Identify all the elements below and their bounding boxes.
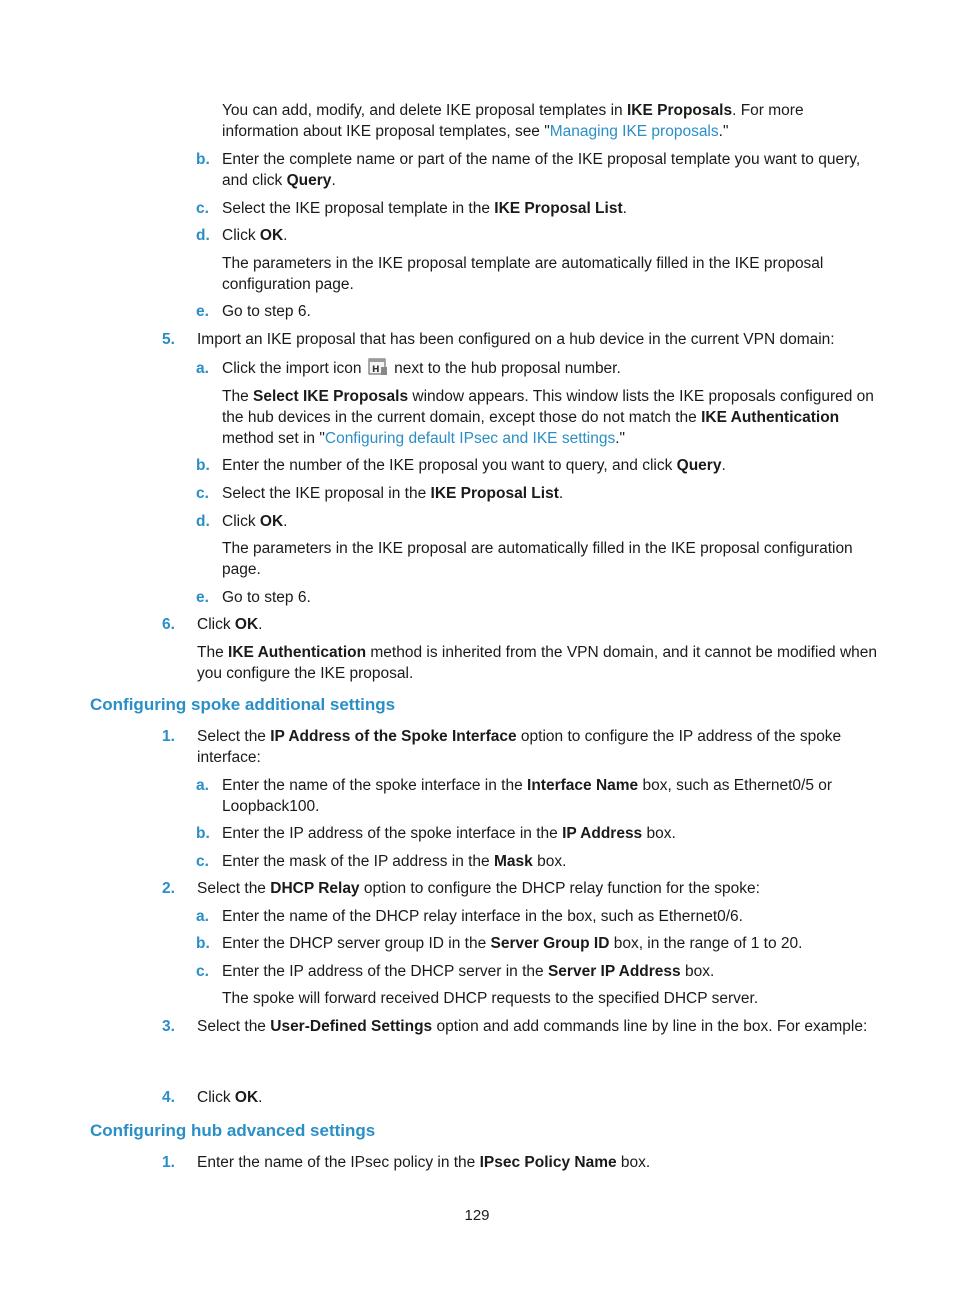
step-text: interface: xyxy=(197,749,261,766)
list-marker: d. xyxy=(196,513,210,530)
step-text: Click OK. xyxy=(197,616,263,633)
list-marker: b. xyxy=(196,457,210,474)
list-marker: 3. xyxy=(162,1018,175,1035)
link-managing-ike-proposals[interactable]: Managing IKE proposals xyxy=(549,123,719,140)
step-text: Enter the number of the IKE proposal you want to query, and click Query. xyxy=(222,457,726,474)
step-text: Select the IKE proposal template in the IKE Proposal List. xyxy=(222,200,627,217)
step-text: Enter the IP address of the spoke interface in the IP Address box. xyxy=(222,825,676,842)
list-marker: c. xyxy=(196,853,209,870)
section-heading: Configuring hub advanced settings xyxy=(90,1121,376,1140)
step-text: Click the import icon H next to the hub proposal number. xyxy=(222,360,621,377)
step-note: configuration page. xyxy=(222,276,354,293)
list-marker: b. xyxy=(196,825,210,842)
list-marker: d. xyxy=(196,227,210,244)
list-marker: 4. xyxy=(162,1089,175,1106)
list-marker: a. xyxy=(196,360,209,377)
step-text: Import an IKE proposal that has been configured on a hub device in the current VPN domain: xyxy=(197,331,835,348)
step-note: The parameters in the IKE proposal are automatically filled in the IKE proposal configuration xyxy=(222,540,853,557)
step-text: Enter the mask of the IP address in the Mask box. xyxy=(222,853,567,870)
list-marker: b. xyxy=(196,935,210,952)
step-text: Click OK. xyxy=(222,513,288,530)
list-marker: 6. xyxy=(162,616,175,633)
step-text: Click OK. xyxy=(197,1089,263,1106)
step-text: Enter the IP address of the DHCP server in the Server IP Address box. xyxy=(222,963,715,980)
step-text: Select the IKE proposal in the IKE Proposal List. xyxy=(222,485,564,502)
paragraph-line: You can add, modify, and delete IKE proposal templates in IKE Proposals. For more xyxy=(222,102,804,119)
list-marker: e. xyxy=(196,589,209,606)
step-note: the hub devices in the current domain, except those do not match the IKE Authentication xyxy=(222,409,840,426)
step-text: Loopback100. xyxy=(222,798,320,815)
list-marker: a. xyxy=(196,908,209,925)
step-text: Enter the DHCP server group ID in the Server Group ID box, in the range of 1 to 20. xyxy=(222,935,803,952)
step-note: The parameters in the IKE proposal template are automatically filled in the IKE proposal xyxy=(222,255,824,272)
paragraph-line: information about IKE proposal templates, see "Managing IKE proposals." xyxy=(222,123,729,140)
list-marker: 1. xyxy=(162,728,175,745)
link-configuring-default-ipsec-ike[interactable]: Configuring default IPsec and IKE settings xyxy=(324,430,616,447)
step-note: you configure the IKE proposal. xyxy=(197,665,414,682)
step-note: The IKE Authentication method is inherited from the VPN domain, and it cannot be modified when xyxy=(197,644,878,661)
list-marker: b. xyxy=(196,151,210,168)
step-text: Enter the name of the DHCP relay interface in the box, such as Ethernet0/6. xyxy=(222,908,743,925)
step-note: The Select IKE Proposals window appears. This window lists the IKE proposals configured on xyxy=(222,388,874,405)
step-note: page. xyxy=(222,561,261,578)
import-icon xyxy=(368,358,388,376)
step-text: Enter the name of the spoke interface in the Interface Name box, such as Ethernet0/5 or xyxy=(222,777,833,794)
step-text: Click OK. xyxy=(222,227,288,244)
page-number: 129 xyxy=(464,1207,490,1224)
list-marker: 1. xyxy=(162,1154,175,1171)
list-marker: a. xyxy=(196,777,209,794)
section-heading: Configuring spoke additional settings xyxy=(90,695,396,714)
list-marker: 2. xyxy=(162,880,175,897)
step-text: Select the IP Address of the Spoke Interface option to configure the IP address of the spoke xyxy=(197,728,842,745)
step-text: and click Query. xyxy=(222,172,336,189)
step-text: Go to step 6. xyxy=(222,303,311,320)
list-marker: 5. xyxy=(162,331,175,348)
step-text: Select the User-Defined Settings option and add commands line by line in the box. For example: xyxy=(197,1018,868,1035)
list-marker: c. xyxy=(196,485,209,502)
step-text: Go to step 6. xyxy=(222,589,311,606)
step-text: Select the DHCP Relay option to configure the DHCP relay function for the spoke: xyxy=(197,880,760,897)
svg-text:H: H xyxy=(371,365,380,375)
list-marker: c. xyxy=(196,963,209,980)
step-note: method set in "Configuring default IPsec and IKE settings." xyxy=(222,430,626,447)
step-note: The spoke will forward received DHCP requests to the specified DHCP server. xyxy=(222,990,759,1007)
list-marker: e. xyxy=(196,303,209,320)
list-marker: c. xyxy=(196,200,209,217)
step-text: Enter the complete name or part of the name of the IKE proposal template you want to query, xyxy=(222,151,861,168)
step-text: Enter the name of the IPsec policy in the IPsec Policy Name box. xyxy=(197,1154,651,1171)
